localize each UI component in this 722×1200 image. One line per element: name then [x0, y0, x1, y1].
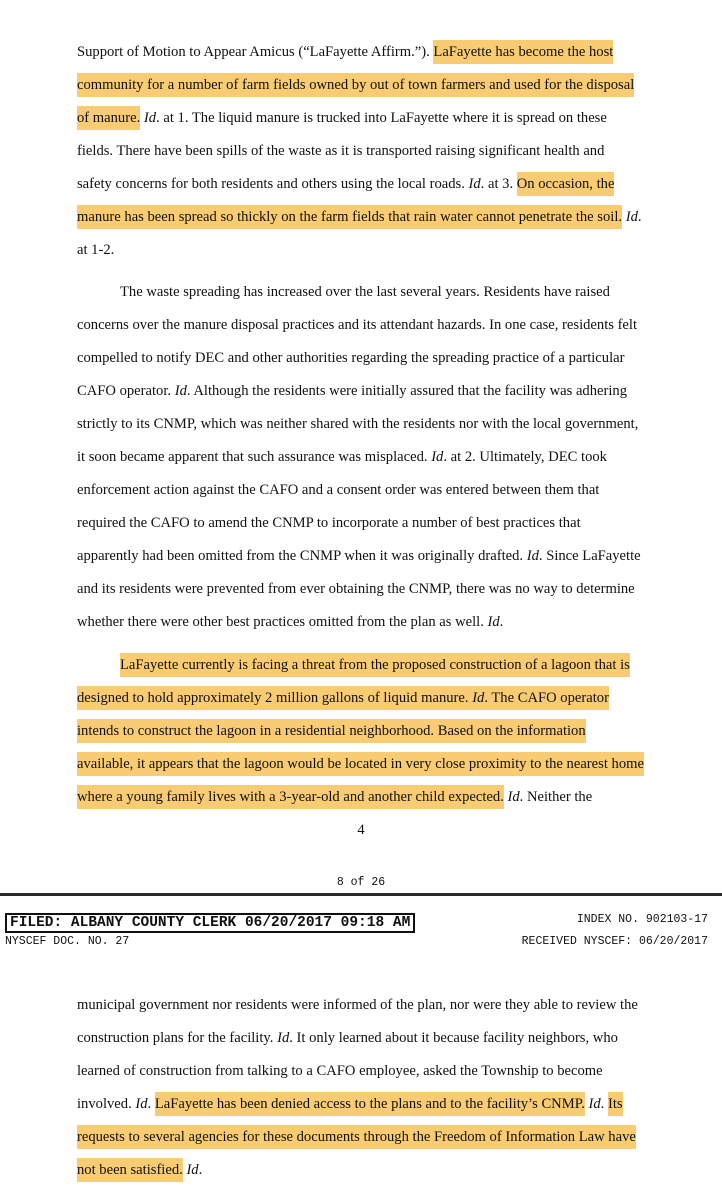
page-count: 8 of 26: [336, 876, 386, 889]
highlight: requests to several agencies for these documents through the Freedom of Information Law have: [77, 1125, 636, 1149]
text-line: [77, 649, 647, 682]
highlight: where a young family lives with a 3-year-old and another child expected.: [77, 785, 504, 809]
citation-id: Id: [186, 1162, 199, 1178]
text-line: [77, 748, 647, 781]
highlight: not been satisfied.: [77, 1158, 183, 1182]
citation-id: Id: [277, 1030, 290, 1046]
paragraph-lafayette-host-community: [77, 36, 647, 267]
citation-id: Id: [487, 614, 500, 630]
citation-id: Id: [625, 209, 638, 225]
text-line: learned of construction from talking to a CAFO employee, asked the Township to become: [77, 1063, 603, 1079]
paragraph-denied-access: [77, 989, 647, 1187]
text-line: not been satisfied. Id.: [77, 1154, 647, 1187]
text-line: compelled to notify DEC and other authorities regarding the spreading practice of a particular: [77, 350, 625, 366]
text-line: at 1-2.: [77, 242, 115, 258]
highlight: available, it appears that the lagoon would be located in very close proximity to the nearest home: [77, 752, 644, 776]
text-line: The waste spreading has increased over the last several years. Residents have raised: [120, 284, 610, 300]
highlight: LaFayette has been denied access to the plans and to the facility’s CNMP.: [155, 1092, 585, 1116]
page-number: 4: [357, 822, 365, 838]
text-line: whether there were other best practices omitted from the plan as well. Id.: [77, 614, 504, 630]
highlight: On occasion, the: [517, 172, 615, 196]
text-line: involved. Id. LaFayette has been denied access to the plans and to the facility’s CNMP. Id. Its: [77, 1088, 647, 1121]
text-line: Support of Motion to Appear Amicus (“LaFayette Affirm.”). LaFayette has become the host: [77, 36, 647, 69]
text-line: CAFO operator. Id. Although the residents were initially assured that the facility was adhering: [77, 383, 628, 399]
index-number: INDEX NO. 902103-17: [576, 913, 708, 926]
text-line: concerns over the manure disposal practices and its attendant hazards. In one case, residents felt: [77, 317, 638, 333]
highlight: Its: [608, 1092, 623, 1116]
highlight: designed to hold approximately 2 million gallons of liquid manure. Id. The CAFO operator: [77, 686, 609, 710]
text-line: apparently had been omitted from the CNMP when it was originally drafted. Id. Since LaFayette: [77, 548, 641, 564]
text-line: fields. There have been spills of the waste as it is transported raising significant health and: [77, 143, 605, 159]
citation-id: Id: [526, 548, 539, 564]
highlight: intends to construct the lagoon in a residential neighborhood. Based on the information: [77, 719, 586, 743]
paragraph-lagoon-threat: [77, 649, 647, 814]
text-line: strictly to its CNMP, which was neither shared with the residents nor with the local government,: [77, 416, 639, 432]
filed-stamp: FILED: ALBANY COUNTY CLERK 06/20/2017 09:18 AM: [5, 913, 415, 933]
highlight: LaFayette has become the host: [433, 40, 613, 64]
text-line: it soon became apparent that such assurance was misplaced. Id. at 2. Ultimately, DEC took: [77, 449, 607, 465]
citation-id: Id: [135, 1096, 148, 1112]
highlight: community for a number of farm fields owned by out of town farmers and used for the disposal: [77, 73, 634, 97]
citation-id: Id: [588, 1096, 601, 1112]
text-line: [77, 1121, 647, 1154]
citation-id: Id: [507, 789, 520, 805]
highlight: manure has been spread so thickly on the farm fields that rain water cannot penetrate the soil.: [77, 205, 622, 229]
received-date: RECEIVED NYSCEF: 06/20/2017: [521, 935, 708, 948]
text-line: required the CAFO to amend the CNMP to incorporate a number of best practices that: [77, 515, 581, 531]
text-line: safety concerns for both residents and others using the local roads. Id. at 3. On occasion, the: [77, 168, 647, 201]
citation-id: Id: [431, 449, 444, 465]
text-line: construction plans for the facility. Id. It only learned about it because facility neighbors, who: [77, 1030, 618, 1046]
text-line: municipal government nor residents were informed of the plan, nor were they able to review the: [77, 997, 638, 1013]
paragraph-waste-spreading: [77, 276, 647, 639]
text-line: [77, 715, 647, 748]
highlight: LaFayette currently is facing a threat from the proposed construction of a lagoon that is: [120, 653, 630, 677]
citation-id: Id: [472, 690, 485, 706]
citation-id: Id: [143, 110, 157, 126]
text-line: of manure. Id. at 1. The liquid manure is trucked into LaFayette where it is spread on these: [77, 102, 647, 135]
text-line: enforcement action against the CAFO and a consent order was entered between them that: [77, 482, 600, 498]
citation-id: Id: [468, 176, 481, 192]
text-line: and its residents were prevented from ever obtaining the CNMP, there was no way to determine: [77, 581, 635, 597]
text-line: manure has been spread so thickly on the farm fields that rain water cannot penetrate the soil. Id.: [77, 201, 647, 234]
nyscef-doc-number: NYSCEF DOC. NO. 27: [5, 935, 130, 948]
text-line: where a young family lives with a 3-year-old and another child expected. Id. Neither the: [77, 781, 647, 814]
highlight: of manure.: [77, 106, 140, 130]
text-line: [77, 69, 647, 102]
text-line: [77, 682, 647, 715]
citation-id: Id: [174, 383, 187, 399]
